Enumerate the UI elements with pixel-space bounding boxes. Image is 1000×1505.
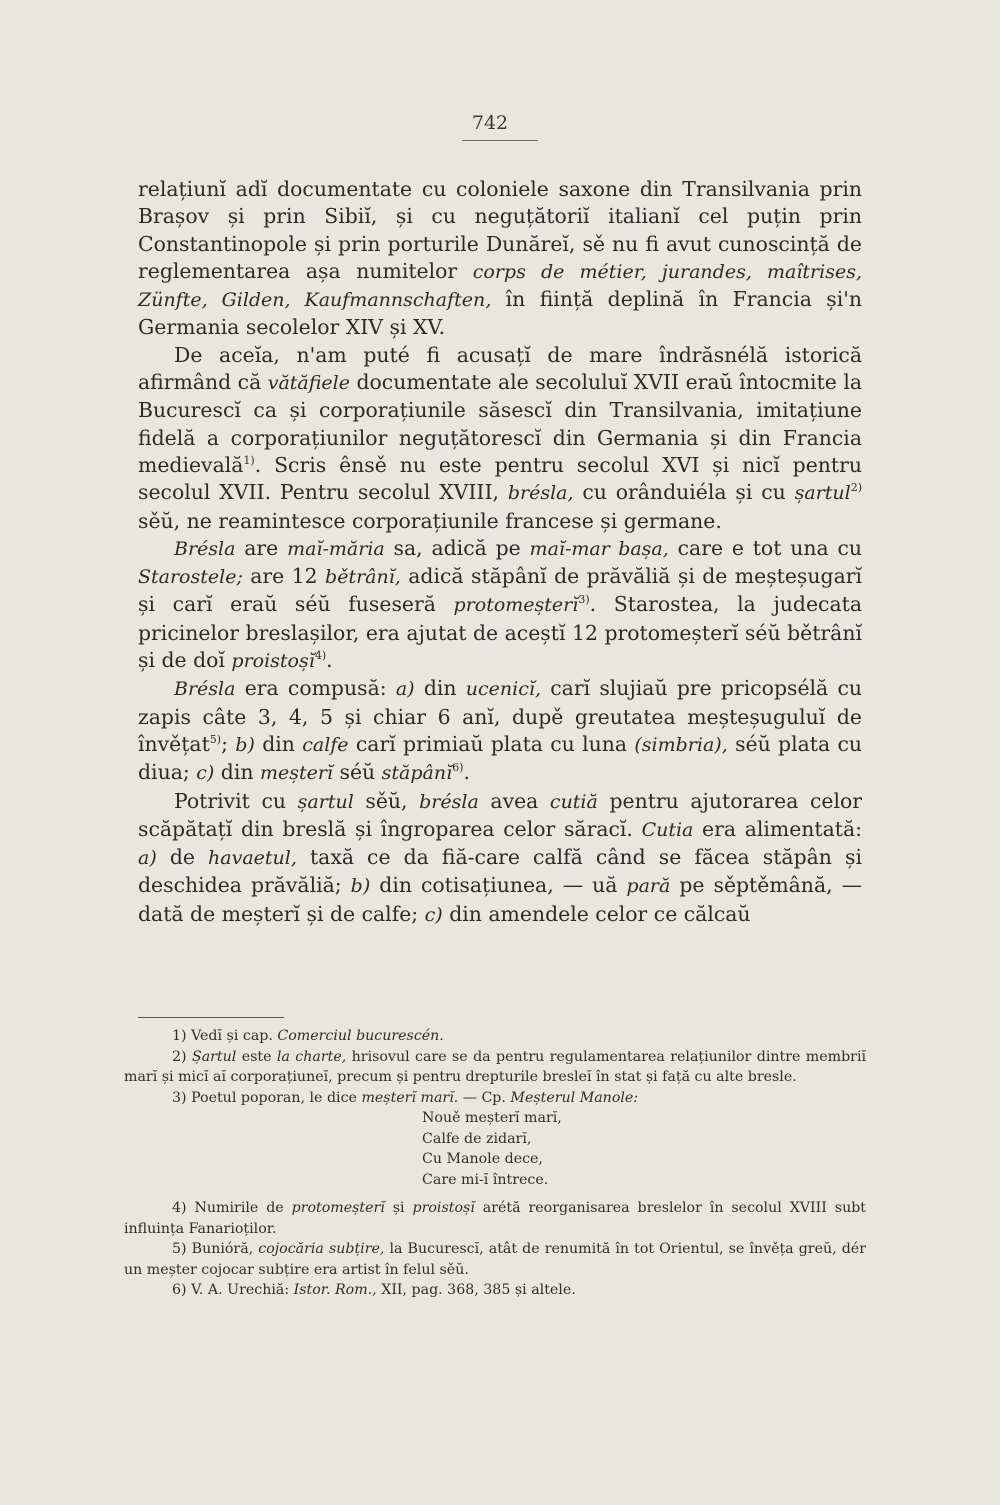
body-text [138,176,862,929]
paragraph: De aceĭa, n'am puté fi acusațĭ de mare îndrăsnélă istorică afirmând că vătăfiele documentate ale secoluluĭ XVII eraŭ întocmite la Bucurescĭ ca și corporațiunile săsescĭ din Transilvania, imitațiune fidelă a corporațiunilor neguțătorescĭ din Germania și din Francia medievală$^{1)}$. Scris ênsě nu este pentru secolul XVI și nicĭ pentru secolul XVII. Pentru secolul XVIII, brésla, cu orânduiéla și cu șartul$^{2)}$ sěŭ, ne reamintesce corporațiunile francese și germane. [138,342,862,533]
footnote: 6) V. A. Urechiă: Istor. Rom., XII, pag. 368, 385 și altele. [172,1282,576,1298]
paragraph: Potrivit cu șartul sěŭ, brésla avea cutiă pentru ajutorarea celor scăpătațĭ din breslă și îngroparea celor săracĭ. Cutia era alimentată: a) de havaetul, taxă ce da fiă-care calfă când se făcea stăpân și deschidea prăvăliă; b) din cotisațiunea, — uă pară pe sěptěmână, — dată de meșterĭ și de calfe; c) din amendele celor ce călcaŭ [138,788,862,926]
footnotes [124,1026,866,1301]
page-number: 742 [471,112,509,134]
footnote: 2) Șartul este la charte, hrisovul care se da pentru regulamentarea relațiunilor dintre membriĭ marĭ și micĭ aĭ corporațiuneĭ, precum și pentru drepturile bresleĭ în stat și față cu alte bresle. [124,1048,867,1085]
footnote: 3) Poetul poporan, le dice meșterĭ marĭ. — Cp. Meșterul Manole: [172,1089,639,1106]
footnote: 5) Bunióră, cojocăria subțire, la Bucurescĭ, atât de renumită în tot Orientul, se învěța greŭ, dér un meșter cojocar subțire era artist în felul sěŭ. [124,1241,866,1278]
page-number-rule [462,140,538,141]
footnote-rule [138,1017,284,1018]
verse-line: Care mi-ĭ întrece. [422,1171,549,1188]
paragraph: relațiunĭ adĭ documentate cu coloniele saxone din Transilvania prin Brașov și prin Sibiĭ, și cu neguțătoriĭ italianĭ cel puțin prin Constantinopole și prin porturile Dunăreĭ, sě nu fi avut cunoscință de reglementarea așa numitelor corps de métier, jurandes, maîtrises, Zünfte, Gilden, Kaufmannschaften, în ființă deplină în Francia și'n Germania secolelor XIV și XV. [138,177,862,340]
verse-line: Cu Manole dece, [422,1151,543,1167]
verse-line: Calfe de zidarĭ, [422,1130,532,1147]
footnote: 4) Numirile de protomeșterĭ și proistoșĭ arétă reorganisarea breslelor în secolul XVIII subt influința Fanarioților. [124,1200,866,1237]
paragraph: Brésla are maĭ-măria sa, adică pe maĭ-mar bașa, care e tot una cu Starostele; are 12 bětrânĭ, adică stăpânĭ de prăvăliă și de meșteșugarĭ și carĭ eraŭ séŭ fuseseră protomeșterĭ$^{3)}$. Starostea, la judecata pricinelor breslașilor, era ajutat de aceștĭ 12 protomeșterĭ séŭ bětrânĭ și de doĭ proistoșĭ$^{4)}$. [138,535,862,673]
footnote: 1) Vedĭ și cap. Comerciul bucurescén. [172,1028,444,1044]
paragraph: Brésla era compusă: a) din ucenicĭ, carĭ slujiaŭ pre pricopsélă cu zapis câte 3, 4, 5 și chiar 6 anĭ, dupě greutatea meșteșuguluĭ de învěțat$^{5)}$; b) din calfe carĭ primiaŭ plata cu luna (simbria), séŭ plata cu diua; c) din meșterĭ séŭ stăpânĭ$^{6)}$. [138,676,863,785]
verse-line: Nouě meșterĭ marĭ, [422,1110,562,1126]
verse-quote [422,1108,866,1190]
